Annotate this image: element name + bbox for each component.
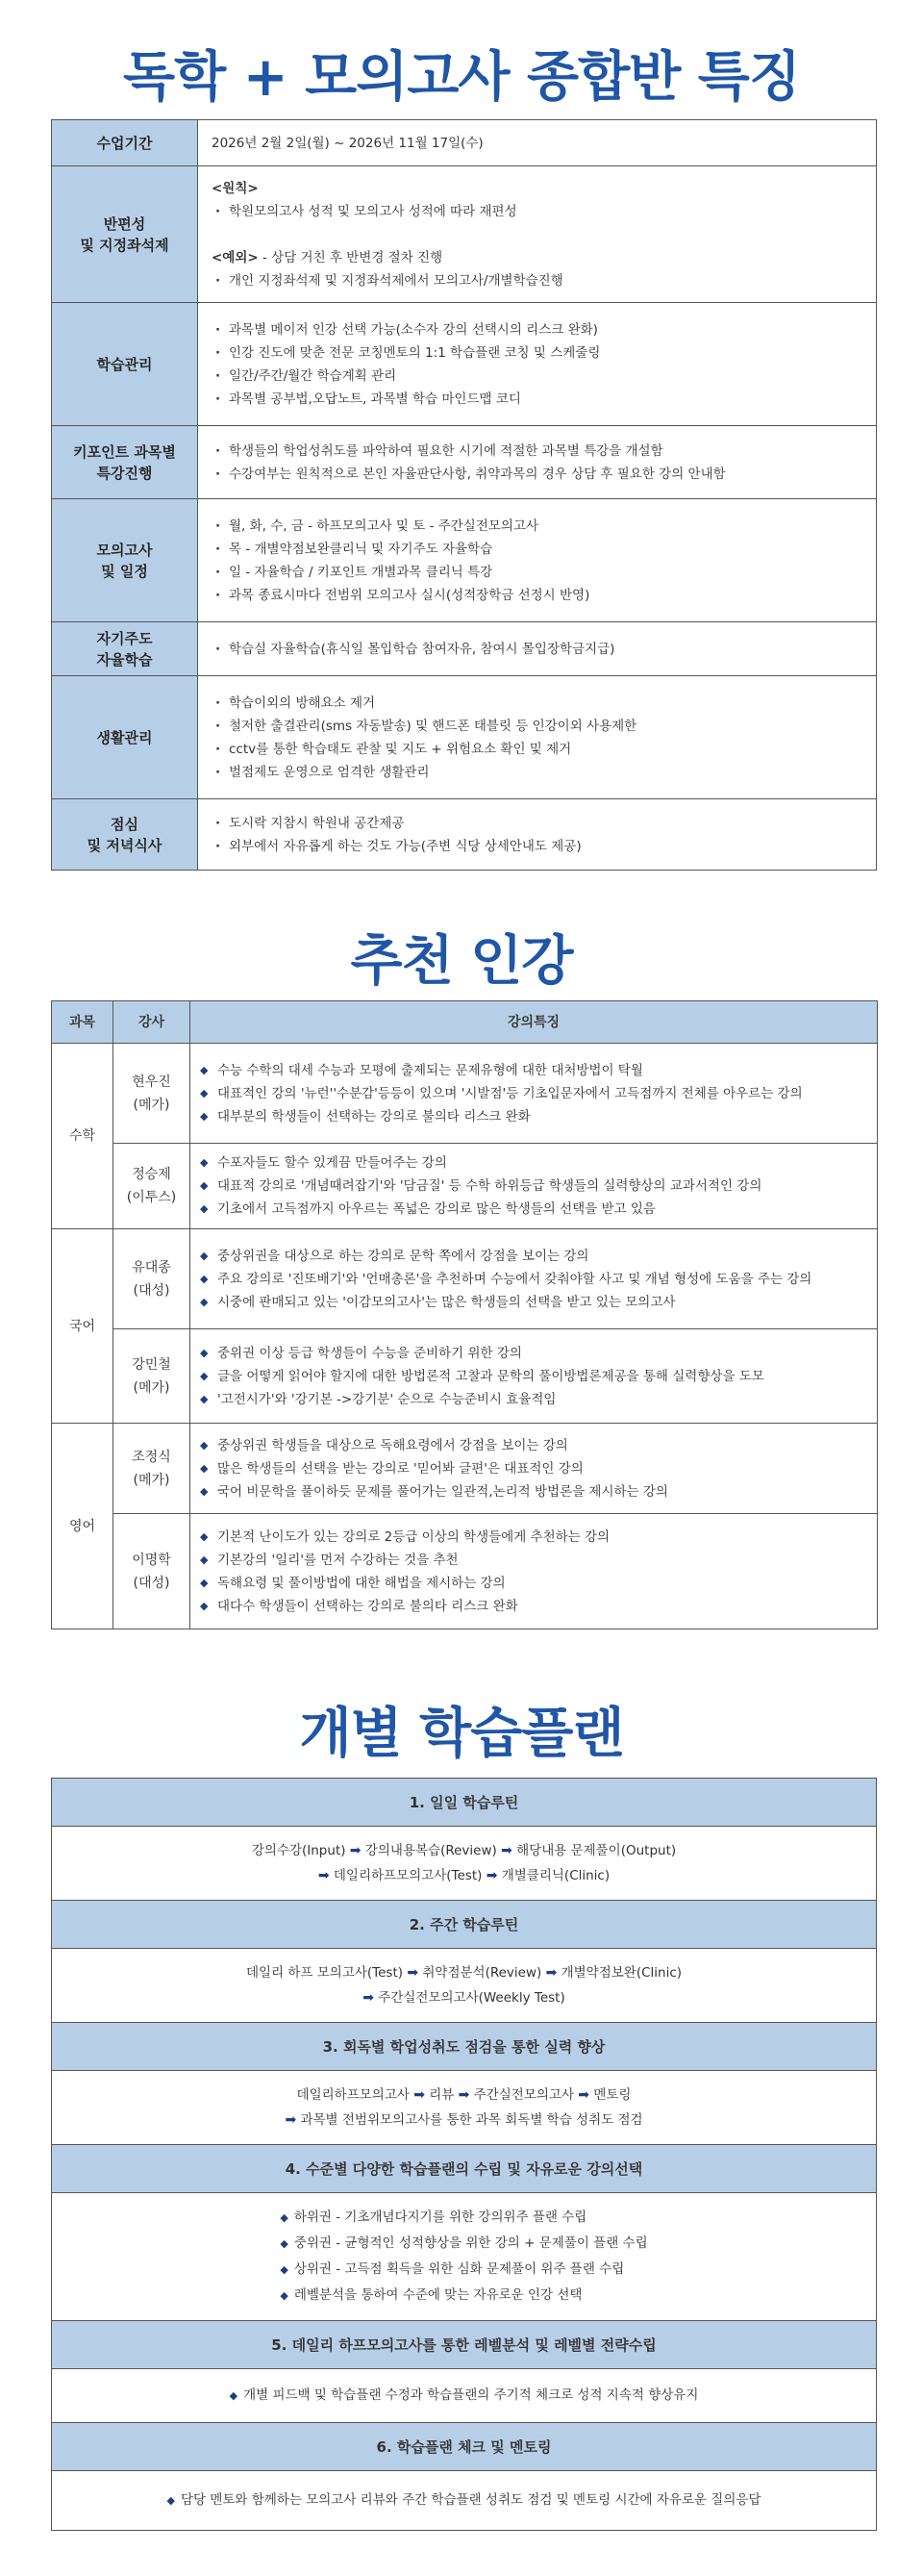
right-arrow-icon: ➡	[349, 1843, 362, 1858]
section3-title: 개별 학습플랜	[299, 1703, 624, 1765]
label-mock: 모의고사 및 일정	[52, 499, 198, 622]
plan-body: 데일리 하프 모의고사(Test) ➡ 취약점분석(Review) ➡ 개별약점보완(Clinic) ➡ 주간실전모의고사(Weekly Test)	[52, 1949, 877, 2023]
diamond-bullet-icon: ◆	[280, 2289, 288, 2302]
list-item: · 일간/주간/월간 학습계획 관리	[212, 365, 862, 388]
plan-heading: 3. 회독별 학업성취도 점검을 통한 실력 향상	[52, 2023, 877, 2071]
list-item: ◆ 국어 비문학을 풀이하듯 문제를 풀어가는 일관적,논리적 방법론을 제시하는 강의	[200, 1480, 867, 1503]
diamond-bullet-icon: ◆	[166, 2494, 175, 2507]
label-period: 수업기간	[52, 120, 198, 166]
list-item: · 과목 종료시마다 전범위 모의고사 실시(성적장학금 선정시 반영)	[212, 584, 862, 607]
right-arrow-icon: ➡	[362, 1990, 374, 2006]
list-item: ◆ 중위권 이상 등급 학생들이 수능을 준비하기 위한 강의	[200, 1342, 867, 1365]
table-row	[52, 1424, 878, 1514]
list-item: ◆ 대표적 강의로 '개념때려잡기'와 '담금질' 등 수학 하위등급 학생들의 실력향상의 교과서적인 강의	[200, 1174, 867, 1198]
row-keypoint	[52, 426, 877, 499]
subject-korean: 국어	[52, 1229, 113, 1424]
list-item: ◆ 독해요령 및 풀이방법에 대한 해법을 제시하는 강의	[200, 1572, 867, 1595]
right-arrow-icon: ➡	[317, 1868, 330, 1883]
list-item: · cctv를 통한 학습태도 관찰 및 지도 + 위험요소 확인 및 제거	[212, 738, 862, 761]
teacher-cell: 현우진 (메가)	[113, 1044, 190, 1144]
list-item: ◆ 시중에 판매되고 있는 '이감모의고사'는 많은 학생들의 선택을 받고 있는 모의고사	[200, 1291, 867, 1314]
plan-heading: 4. 수준별 다양한 학습플랜의 수립 및 자유로운 강의선택	[52, 2145, 877, 2193]
list-item: ◆ 대표적인 강의 '뉴런''수분감'등등이 있으며 '시발점'등 기초입문자에서 고득점까지 전체를 아우르는 강의	[200, 1082, 867, 1105]
plan-heading: 1. 일일 학습루틴	[52, 1779, 877, 1827]
label-self-study: 자기주도 자율학습	[52, 622, 198, 676]
plan-body: ◆ 개별 피드백 및 학습플랜 수정과 학습플랜의 주기적 체크로 성적 지속적 향상유지	[52, 2369, 877, 2423]
plan-body: ◆ 담당 멘토와 함께하는 모의고사 리뷰와 주간 학습플랜 성취도 점검 및 멘토링 시간에 자유로운 질의응답	[52, 2471, 877, 2531]
list-item: · 월, 화, 수, 금 - 하프모의고사 및 토 - 주간실전모의고사	[212, 515, 862, 538]
list-item: ◆ 기본적 난이도가 있는 강의로 2등급 이상의 학생들에게 추천하는 강의	[200, 1526, 867, 1549]
header-feature: 강의특징	[190, 1001, 878, 1044]
plan-heading: 5. 데일리 하프모의고사를 통한 레벨분석 및 레벨별 전략수립	[52, 2321, 877, 2369]
right-arrow-icon: ➡	[458, 2087, 470, 2103]
list-item: · 학습실 자율학습(휴식일 몰입학습 참여자유, 참여시 몰입장학금지급)	[212, 638, 862, 661]
row-period	[52, 120, 877, 166]
list-item: ◆ 글을 어떻게 읽어야 할지에 대한 방법론적 고찰과 문학의 풀이방법론제공을 통해 실력향상을 도모	[200, 1365, 867, 1388]
row-mock	[52, 499, 877, 622]
teacher-cell: 유대종 (대성)	[113, 1229, 190, 1329]
list-item: · 학습이외의 방해요소 제거	[212, 692, 862, 715]
diamond-bullet-icon: ◆	[280, 2237, 288, 2250]
exception-line: <예외> - 상담 거친 후 반변경 절차 진행	[212, 249, 443, 265]
teacher-cell: 이명학 (대성)	[113, 1514, 190, 1629]
features-table	[51, 119, 877, 871]
plan-body: 데일리하프모의고사 ➡ 리뷰 ➡ 주간실전모의고사 ➡ 멘토링 ➡ 과목별 전범위모의고사를 통한 과목 회독별 학습 성취도 점검	[52, 2071, 877, 2145]
table-row	[52, 1329, 878, 1424]
list-item: · 과목별 공부법,오답노트, 과목별 학습 마인드맵 코디	[212, 388, 862, 411]
section1-title: 독학 + 모의고사 종합반 특징	[123, 46, 800, 109]
list-item: ◆ 주요 강의로 '진또배기'와 '언매총론'을 추천하며 수능에서 갖춰야할 사고 및 개념 형성에 도움을 주는 강의	[200, 1268, 867, 1291]
table-row	[52, 1044, 878, 1144]
right-arrow-icon: ➡	[407, 1965, 419, 1981]
teacher-cell: 조정식 (메가)	[113, 1424, 190, 1514]
list-item: ◆ '고전시가'와 '강기본 ->강기분' 순으로 수능준비시 효율적임	[200, 1388, 867, 1411]
list-item: · 일 - 자율학습 / 키포인트 개별과목 클리닉 특강	[212, 561, 862, 584]
table-row	[52, 1514, 878, 1629]
list-item: · 벌점제도 운영으로 엄격한 생활관리	[212, 761, 862, 784]
teacher-cell: 강민철 (메가)	[113, 1329, 190, 1424]
list-item: ◆ 대부분의 학생들이 선택하는 강의로 불의타 리스크 완화	[200, 1105, 867, 1128]
diamond-bullet-icon: ◆	[280, 2211, 288, 2224]
plan-heading: 6. 학습플랜 체크 및 멘토링	[52, 2423, 877, 2471]
list-item: ◆ 중상위권 학생들을 대상으로 독해요령에서 강점을 보이는 강의	[200, 1434, 867, 1457]
list-item: · 과목별 메이저 인강 선택 가능(소수자 강의 선택시의 리스크 완화)	[212, 318, 862, 341]
list-item: · 수강여부는 원칙적으로 본인 자율판단사항, 취약과목의 경우 상담 후 필요한 강의 안내함	[212, 463, 862, 486]
subject-math: 수학	[52, 1044, 113, 1229]
period-text: 2026년 2월 2일(월) ~ 2026년 11월 17일(수)	[198, 120, 877, 166]
list-item: · 학생들의 학업성취도를 파악하여 필요한 시기에 적절한 과목별 특강을 개설함	[212, 440, 862, 463]
list-item: · 학원모의고사 성적 및 모의고사 성적에 따라 재편성	[212, 200, 862, 223]
label-life: 생활관리	[52, 676, 198, 799]
list-item: ◆ 대다수 학생들이 선택하는 강의로 불의타 리스크 완화	[200, 1595, 867, 1618]
plan-body: ◆ 하위권 - 기초개념다지기를 위한 강의위주 플랜 수립 ◆ 중위권 - 균형적인 성적향상을 위한 강의 + 문제풀이 플랜 수립 ◆ 상위권 - 고득점 획득을 위한 심화 문제풀이 위주 플랜 수립 ◆ 레벨분석을 통하여 수준에 맞는 자유로운 인강 선택	[52, 2193, 877, 2321]
plan-heading: 2. 주간 학습루틴	[52, 1901, 877, 1949]
row-meal	[52, 799, 877, 871]
plan-body: 강의수강(Input) ➡ 강의내용복습(Review) ➡ 해당내용 문제풀이(Output) ➡ 데일리하프모의고사(Test) ➡ 개별클리닉(Clinic)	[52, 1827, 877, 1901]
subject-english: 영어	[52, 1424, 113, 1629]
list-item: · 목 - 개별약점보완클리닉 및 자기주도 자율학습	[212, 538, 862, 561]
list-item: · 도시락 지참시 학원내 공간제공	[212, 812, 862, 835]
teacher-cell: 정승제 (이투스)	[113, 1144, 190, 1229]
right-arrow-icon: ➡	[285, 2112, 297, 2128]
row-self-study	[52, 622, 877, 676]
right-arrow-icon: ➡	[501, 1843, 512, 1858]
list-item: ◆ 기초에서 고득점까지 아우르는 폭넓은 강의로 많은 학생들의 선택을 받고 있음	[200, 1198, 867, 1221]
list-item: · 철저한 출결관리(sms 자동발송) 및 핸드폰 태블릿 등 인강이외 사용제한	[212, 715, 862, 738]
table-row	[52, 1229, 878, 1329]
list-item: · 인강 진도에 맞춘 전문 코칭멘토의 1:1 학습플랜 코칭 및 스케줄링	[212, 341, 862, 365]
row-class-assign	[52, 166, 877, 303]
row-life	[52, 676, 877, 799]
label-keypoint: 키포인트 과목별 특강진행	[52, 426, 198, 499]
list-item: ◆ 중상위권을 대상으로 하는 강의로 문학 쪽에서 강점을 보이는 강의	[200, 1245, 867, 1268]
header-teacher: 강사	[113, 1001, 190, 1044]
list-item: ◆ 수포자들도 할수 있게끔 만들어주는 강의	[200, 1151, 867, 1174]
label-class-assign: 반편성 및 지정좌석제	[52, 166, 198, 303]
right-arrow-icon: ➡	[578, 2087, 590, 2103]
list-item: · 외부에서 자유롭게 하는 것도 가능(주변 식당 상세안내도 제공)	[212, 835, 862, 858]
right-arrow-icon: ➡	[413, 2087, 425, 2103]
list-item: ◆ 기본강의 '일리'를 먼저 수강하는 것을 추천	[200, 1549, 867, 1572]
diamond-bullet-icon: ◆	[280, 2263, 288, 2276]
header-subject: 과목	[52, 1001, 113, 1044]
list-item: ◆ 많은 학생들의 선택을 받는 강의로 '믿어봐 글편'은 대표적인 강의	[200, 1457, 867, 1480]
plan-table	[51, 1778, 877, 2531]
right-arrow-icon: ➡	[545, 1965, 558, 1981]
lectures-table	[51, 1000, 878, 1629]
section2-title: 추천 인강	[350, 930, 573, 993]
label-meal: 점심 및 저녁식사	[52, 799, 198, 871]
right-arrow-icon: ➡	[486, 1868, 498, 1883]
lectures-header-row	[52, 1001, 878, 1044]
principle-title: <원칙>	[212, 180, 259, 196]
diamond-bullet-icon: ◆	[229, 2389, 238, 2402]
label-study-mgmt: 학습관리	[52, 303, 198, 426]
row-study-mgmt	[52, 303, 877, 426]
list-item: ◆ 수능 수학의 대세 수능과 모평에 출제되는 문제유형에 대한 대처방법이 탁월	[200, 1059, 867, 1082]
list-item: · 개인 지정좌석제 및 지정좌석제에서 모의고사/개별학습진행	[212, 269, 862, 292]
table-row	[52, 1144, 878, 1229]
